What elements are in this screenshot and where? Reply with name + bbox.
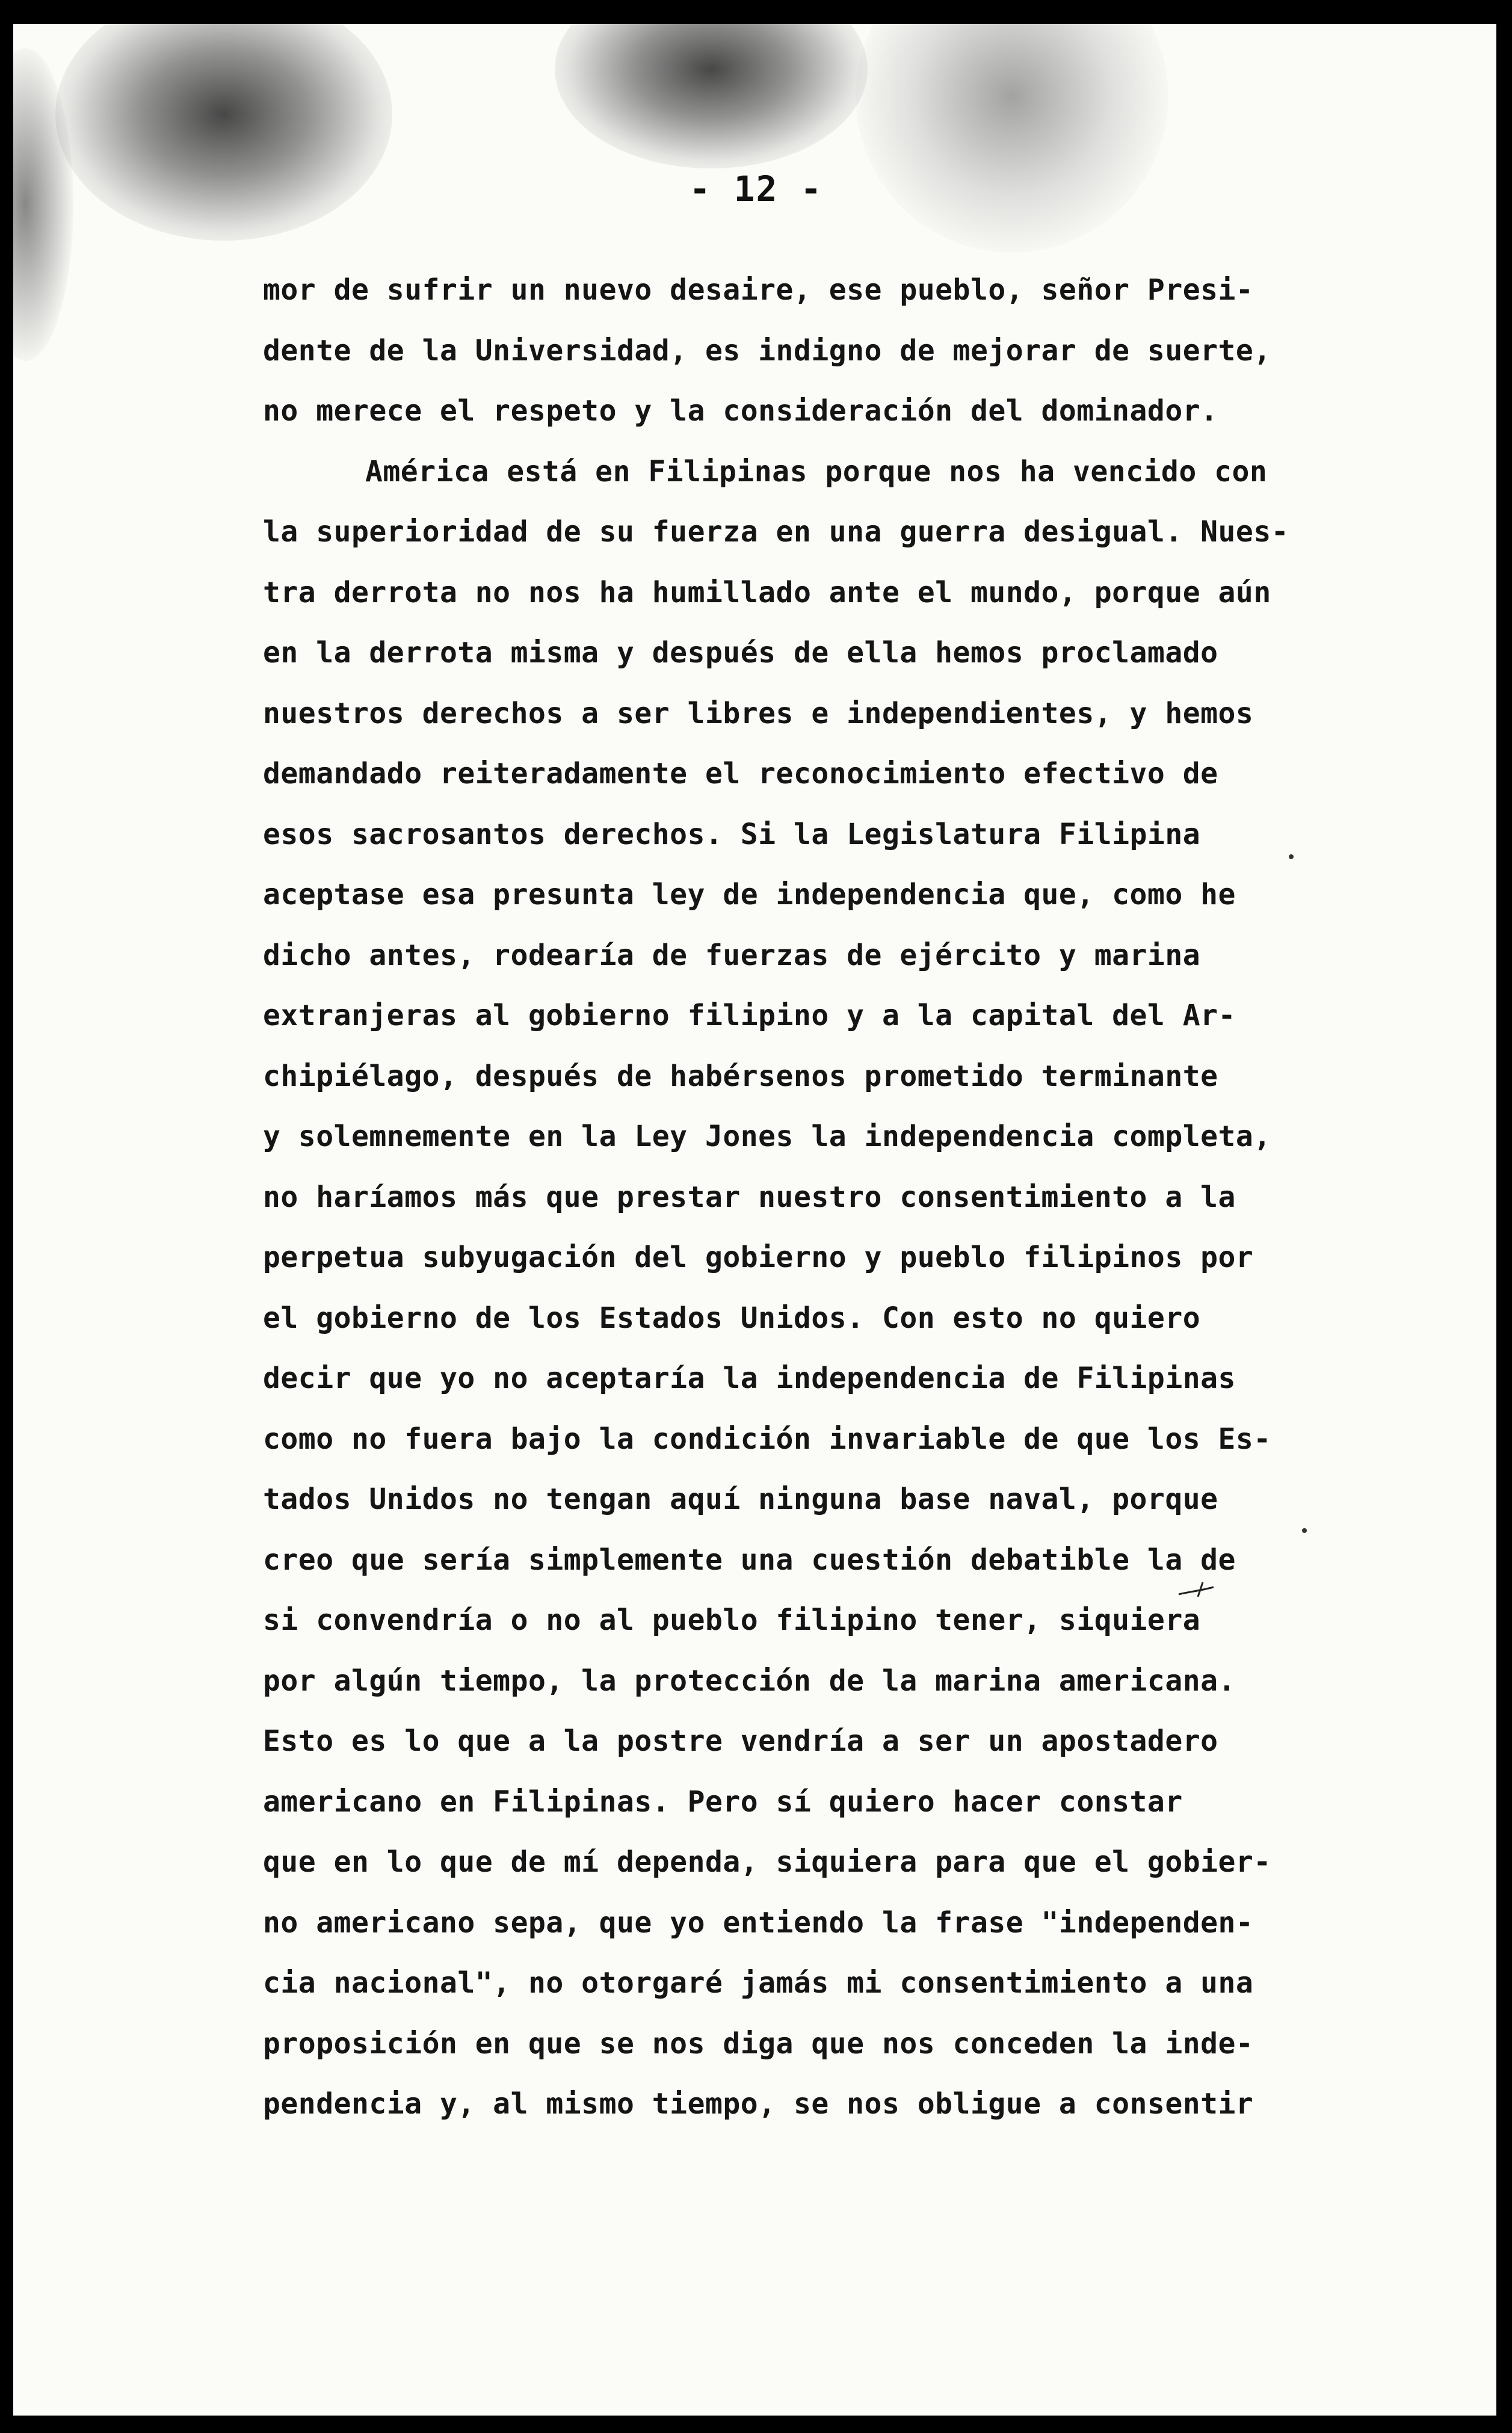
text-line: la superioridad de su fuerza en una guerra desigual. Nues- <box>263 515 1289 549</box>
text-line: no merece el respeto y la consideración del dominador. <box>263 394 1218 428</box>
body-text <box>263 260 1328 2135</box>
text-line: pendencia y, al mismo tiempo, se nos obligue a consentir <box>263 2087 1254 2121</box>
text-line: decir que yo no aceptaría la independencia de Filipinas <box>263 1361 1236 1395</box>
text-line: dicho antes, rodearía de fuerzas de ejército y marina <box>263 938 1201 972</box>
text-line: americano en Filipinas. Pero sí quiero hacer constar <box>263 1784 1183 1819</box>
text-line: creo que sería simplemente una cuestión debatible la de <box>263 1543 1236 1577</box>
text-line: aceptase esa presunta ley de independencia que, como he <box>263 878 1236 911</box>
scan-smudge <box>555 24 868 168</box>
text-line: si convendría o no al pueblo filipino tener, siquiera <box>263 1603 1201 1637</box>
text-line: que en lo que de mí dependa, siquiera para que el gobier- <box>263 1845 1271 1879</box>
text-line: América está en Filipinas porque nos ha vencido con <box>365 454 1268 489</box>
text-line: Esto es lo que a la postre vendría a ser un apostadero <box>263 1724 1218 1758</box>
text-line: cia nacional", no otorgaré jamás mi consentimiento a una <box>263 1966 1254 2000</box>
text-line: mor de sufrir un nuevo desaire, ese pueblo, señor Presi- <box>263 273 1254 307</box>
text-line: en la derrota misma y después de ella hemos proclamado <box>263 636 1218 670</box>
text-line: y solemnemente en la Ley Jones la independencia completa, <box>263 1120 1271 1153</box>
text-line: esos sacrosantos derechos. Si la Legislatura Filipina <box>263 817 1201 851</box>
text-line: nuestros derechos a ser libres e independientes, y hemos <box>263 696 1254 730</box>
text-line: por algún tiempo, la protección de la marina americana. <box>263 1664 1236 1698</box>
text-line: perpetua subyugación del gobierno y pueblo filipinos por <box>263 1241 1254 1274</box>
page-number: - 12 - <box>689 168 823 209</box>
handwritten-correction-mark <box>1176 1576 1218 1600</box>
text-line: dente de la Universidad, es indigno de mejorar de suerte, <box>263 333 1271 368</box>
text-line: no americano sepa, que yo entiendo la frase "independen- <box>263 1905 1254 1940</box>
ink-speck <box>1289 854 1294 859</box>
text-line: como no fuera bajo la condición invariable de que los Es- <box>263 1422 1271 1456</box>
scan-smudge <box>856 24 1168 253</box>
text-line: tados Unidos no tengan aquí ninguna base naval, porque <box>263 1482 1218 1516</box>
ink-speck <box>1302 1528 1307 1533</box>
text-line: tra derrota no nos ha humillado ante el mundo, porque aún <box>263 575 1271 609</box>
text-line: proposición en que se nos diga que nos conceden la inde- <box>263 2026 1254 2061</box>
text-line: no haríamos más que prestar nuestro consentimiento a la <box>263 1180 1236 1214</box>
text-line: chipiélago, después de habérsenos prometido terminante <box>263 1059 1218 1093</box>
text-line: el gobierno de los Estados Unidos. Con esto no quiero <box>263 1301 1201 1335</box>
text-line: demandado reiteradamente el reconocimiento efectivo de <box>263 757 1218 791</box>
text-line: extranjeras al gobierno filipino y a la capital del Ar- <box>263 999 1236 1032</box>
